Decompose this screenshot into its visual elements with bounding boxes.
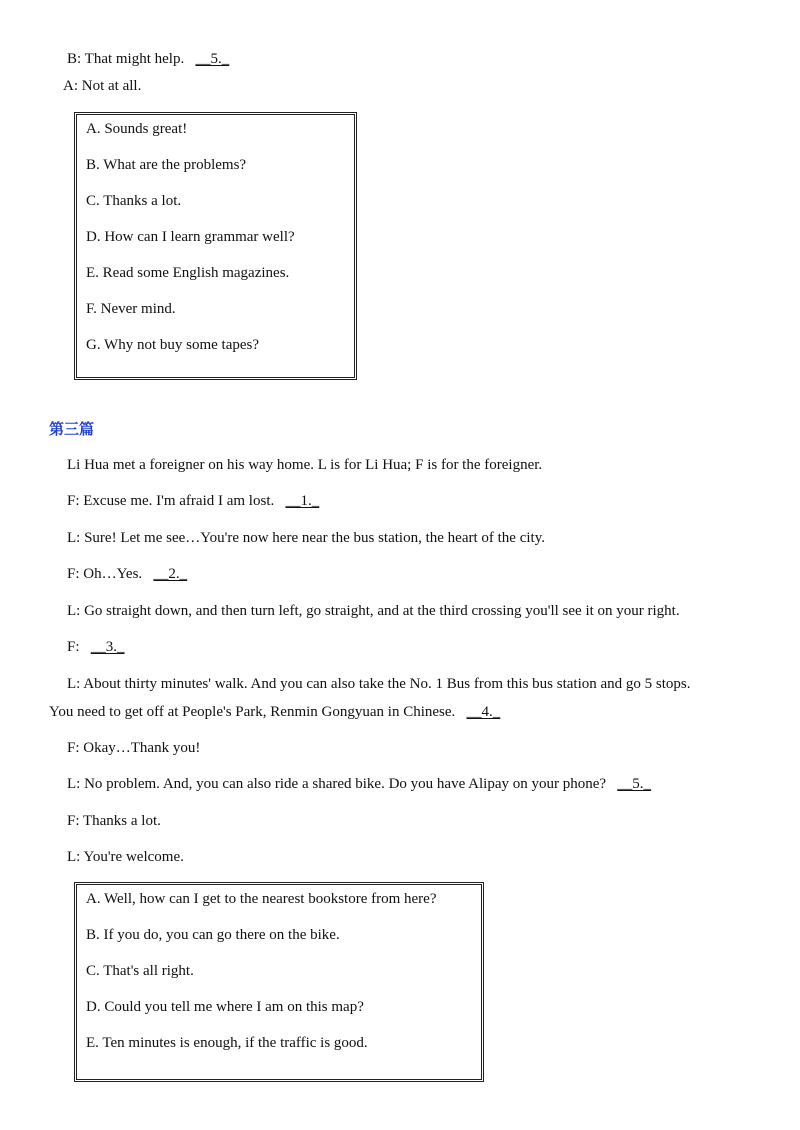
dialogue-text: L: You're welcome. <box>67 849 184 865</box>
dialogue-text: L: Go straight down, and then turn left, go straight, and at the third crossing you'll see it on your right. <box>67 603 680 619</box>
options-box-2 <box>74 882 484 1082</box>
section-heading: 第三篇 <box>49 420 95 438</box>
intro-paragraph: Li Hua met a foreigner on his way home. L is for Li Hua; F is for the foreigner. <box>67 457 543 473</box>
answer-blank: __3._ <box>90 639 125 655</box>
dialogue-text: L: Sure! Let me see…You're now here near the bus station, the heart of the city. <box>67 530 545 546</box>
option-item: A. Sounds great! <box>86 121 188 137</box>
answer-blank: __5._ <box>195 51 230 67</box>
dialogue-line-b <box>67 50 229 68</box>
dialogue-line-a <box>63 77 141 95</box>
dialogue-text: You need to get off at People's Park, Renmin Gongyuan in Chinese. <box>49 704 456 720</box>
option-item: D. How can I learn grammar well? <box>86 229 295 245</box>
answer-blank: __5._ <box>617 776 652 792</box>
dialogue-text: L: About thirty minutes' walk. And you can also take the No. 1 Bus from this bus station and go 5 stops. <box>67 676 691 692</box>
dialogue-line <box>67 492 319 510</box>
dialogue-text: F: Okay…Thank you! <box>67 740 201 756</box>
option-item: C. That's all right. <box>86 963 194 979</box>
dialogue-line <box>67 675 691 693</box>
option-item: B. If you do, you can go there on the bike. <box>86 927 340 943</box>
answer-blank: __2._ <box>153 566 188 582</box>
dialogue-text: B: That might help. <box>67 51 185 67</box>
dialogue-line <box>67 638 125 656</box>
dialogue-line <box>67 812 161 830</box>
answer-blank: __1._ <box>285 493 320 509</box>
dialogue-line <box>67 602 680 620</box>
option-item: C. Thanks a lot. <box>86 193 182 209</box>
dialogue-line <box>67 775 651 793</box>
dialogue-line-continuation <box>49 703 500 721</box>
dialogue-line <box>67 529 545 547</box>
dialogue-text: F: Excuse me. I'm afraid I am lost. <box>67 493 275 509</box>
dialogue-text: F: Thanks a lot. <box>67 813 161 829</box>
option-item: E. Ten minutes is enough, if the traffic is good. <box>86 1035 368 1051</box>
dialogue-text: A: Not at all. <box>63 78 142 94</box>
option-item: D. Could you tell me where I am on this map? <box>86 999 364 1015</box>
dialogue-text: L: No problem. And, you can also ride a shared bike. Do you have Alipay on your phone? <box>67 776 607 792</box>
option-item: F. Never mind. <box>86 301 176 317</box>
dialogue-line <box>67 739 200 757</box>
dialogue-text: F: Oh…Yes. <box>67 566 143 582</box>
answer-blank: __4._ <box>466 704 501 720</box>
dialogue-line <box>67 848 184 866</box>
options-box-1 <box>74 112 357 380</box>
option-item: B. What are the problems? <box>86 157 247 173</box>
option-item: A. Well, how can I get to the nearest bookstore from here? <box>86 891 437 907</box>
option-item: E. Read some English magazines. <box>86 265 290 281</box>
dialogue-line <box>67 565 187 583</box>
option-item: G. Why not buy some tapes? <box>86 337 260 353</box>
dialogue-text: F: <box>67 639 80 655</box>
